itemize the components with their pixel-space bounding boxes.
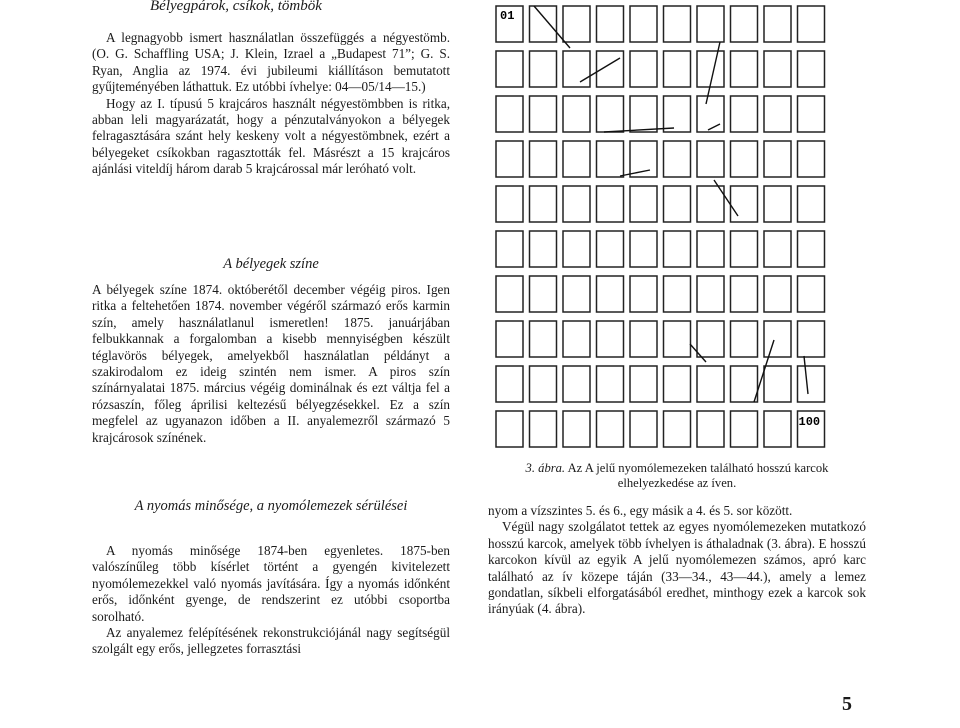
stamp-position <box>597 141 624 177</box>
stamp-position <box>697 186 724 222</box>
stamp-position <box>697 96 724 132</box>
stamp-position <box>798 321 825 357</box>
stamp-position <box>563 231 590 267</box>
stamp-position <box>563 186 590 222</box>
text-block-colour <box>92 282 450 446</box>
stamp-position <box>798 366 825 402</box>
stamp-position <box>664 411 691 447</box>
subheading-colour: A bélyegek színe <box>223 256 319 272</box>
stamp-position <box>630 96 657 132</box>
stamp-position <box>731 231 758 267</box>
scratch-mark <box>690 344 706 362</box>
sheet-diagram <box>492 0 832 458</box>
stamp-position <box>798 96 825 132</box>
stamp-position <box>697 231 724 267</box>
stamp-position <box>697 411 724 447</box>
stamp-position <box>697 141 724 177</box>
stamp-position <box>764 366 791 402</box>
position-label-first: 01 <box>500 9 515 23</box>
text-block-typeI <box>92 30 450 178</box>
stamp-position <box>731 96 758 132</box>
stamp-position <box>697 366 724 402</box>
stamp-position <box>630 231 657 267</box>
stamp-position <box>798 231 825 267</box>
text-block-right <box>488 503 866 618</box>
stamp-position <box>697 321 724 357</box>
stamp-position <box>496 231 523 267</box>
stamp-position <box>798 276 825 312</box>
stamp-position <box>563 366 590 402</box>
stamp-position <box>764 141 791 177</box>
stamp-position <box>798 186 825 222</box>
running-header: Bélyegpárok, csíkok, tömbök <box>150 0 322 14</box>
stamp-position <box>731 141 758 177</box>
paragraph-largest-block: A legnagyobb ismert használatlan összefüggés a négyestömb. (O. G. Schaffling USA; J. Klein, Izrael a „Budapest 71”; G. S. Ryan, Anglia az 1974. évi jubileumi kiállításon bemutatott gyűjteményében láthattuk. Ez utóbbi ívhelye: 04—05/14—15.) <box>92 30 450 95</box>
stamp-position <box>530 51 557 87</box>
stamp-position <box>496 186 523 222</box>
page-number: 5 <box>842 693 852 715</box>
stamp-position <box>597 186 624 222</box>
stamp-position <box>731 411 758 447</box>
stamp-position <box>530 6 557 42</box>
stamp-position <box>764 51 791 87</box>
stamp-position <box>530 141 557 177</box>
stamp-position <box>530 96 557 132</box>
stamp-position <box>764 186 791 222</box>
stamp-position <box>630 411 657 447</box>
stamp-position <box>664 276 691 312</box>
stamp-position <box>597 411 624 447</box>
stamp-position <box>697 6 724 42</box>
stamp-position <box>664 231 691 267</box>
stamp-position <box>630 321 657 357</box>
stamp-position <box>530 411 557 447</box>
stamp-position <box>664 186 691 222</box>
stamp-position <box>664 321 691 357</box>
stamp-position <box>664 6 691 42</box>
stamp-position <box>496 411 523 447</box>
paragraph-scratches: Végül nagy szolgálatot tettek az egyes nyomólemezeken mutatkozó hosszú karcok, amelyek több ívhelyen is áthaladnak (3. ábra). E hosszú karcokon kívül az egyik A jelű nyomólemezen számos, apró karc található az ív közepe táján (33—34., 43—44.), amely a lemez gondatlan, síkbeli elforgatásából eredhet, minthogy ezek a karcok sok irányúak (4. ábra). <box>488 519 866 617</box>
stamp-position <box>764 276 791 312</box>
stamp-position <box>597 366 624 402</box>
stamp-position <box>630 366 657 402</box>
paragraph-reconstruction: Az anyalemez felépítésének rekonstrukciójánál nagy segítségül szolgált egy erős, jellegzetes forrasztási <box>92 625 450 657</box>
text-block-printing <box>92 543 450 658</box>
stamp-position <box>764 231 791 267</box>
paragraph-printing-quality: A nyomás minősége 1874-ben egyenletes. 1875-ben valószínűleg több kísérlet történt a gyengén kivitelezett nyomólemezekkel való nyomás javítására. Így a nyomás időnként erős, időnként gyenge, de rendszerint ez utóbbi csoportba sorolható. <box>92 543 450 624</box>
paragraph-continuation: nyom a vízszintes 5. és 6., egy másik a 4. és 5. sor között. <box>488 503 793 518</box>
stamp-position <box>664 366 691 402</box>
stamp-position <box>630 51 657 87</box>
stamp-position <box>664 96 691 132</box>
stamp-position <box>563 6 590 42</box>
stamp-position <box>496 96 523 132</box>
stamp-position <box>563 141 590 177</box>
stamp-position <box>496 366 523 402</box>
stamp-position <box>630 6 657 42</box>
stamp-position <box>563 96 590 132</box>
stamp-position <box>731 276 758 312</box>
stamp-position <box>764 6 791 42</box>
stamp-position <box>496 276 523 312</box>
stamp-position <box>496 51 523 87</box>
stamp-position <box>496 141 523 177</box>
stamp-position <box>664 51 691 87</box>
paragraph-colour: A bélyegek színe 1874. októberétől december végéig piros. Igen ritka a feltehetően 1874. november végéről származó erős karmin szín, amely használatlanul ismeretlen! 1875. januárjában felbukkannak a forgalomban a kisebb mennyiségben készült téglavörös bélyegek, amelyekből használatlan példányt a szakirodalom ez ideig szintén nem ismer. A piros szín színárnyalatai 1875. március végéig dominálnak és ezt váltja fel a rózsaszín, főleg áprilisi keltezésű bélyegzésekkel. Ez a szín megfelel az ugyanazon időben a II. anyalemezről származó 5 krajcárosok színének. <box>92 282 450 445</box>
stamp-position <box>530 366 557 402</box>
stamp-position <box>530 321 557 357</box>
stamp-position <box>597 96 624 132</box>
paragraph-used-block: Hogy az I. típusú 5 krajcáros használt négyestömbben is ritka, abban leli magyarázatát, hogy a pénzutalványokon a bélyegek felragasztására szánt hely keskeny volt a négyestömbnek, ezért a bélyegeket csíkokban ragasztották fel. Másrészt a 15 krajcáros ajánlási viteldíj három darab 5 krajcárossal már leróható volt. <box>92 95 450 177</box>
stamp-position <box>731 6 758 42</box>
stamp-position <box>798 51 825 87</box>
stamp-position <box>630 276 657 312</box>
stamp-position <box>697 276 724 312</box>
subheading-printing-quality: A nyomás minősége, a nyomólemezek sérülései <box>134 498 408 514</box>
stamp-position <box>731 51 758 87</box>
stamp-position <box>764 321 791 357</box>
figure-caption <box>488 461 866 490</box>
stamp-position <box>530 276 557 312</box>
stamp-position <box>496 321 523 357</box>
figure-sheet-grid <box>492 0 832 463</box>
stamp-position <box>597 276 624 312</box>
scratch-mark <box>620 170 650 176</box>
stamp-position <box>731 321 758 357</box>
stamp-position <box>630 186 657 222</box>
stamp-position <box>764 411 791 447</box>
stamp-position <box>798 141 825 177</box>
stamp-position <box>764 96 791 132</box>
scratch-mark <box>580 58 620 82</box>
scratch-mark <box>804 356 808 394</box>
stamp-position <box>597 231 624 267</box>
stamp-position <box>530 186 557 222</box>
stamp-position <box>563 411 590 447</box>
stamp-position <box>597 321 624 357</box>
caption-number: 3. ábra. <box>525 461 566 475</box>
scratch-mark <box>708 124 720 130</box>
stamp-position <box>731 186 758 222</box>
stamp-position <box>597 6 624 42</box>
caption-text: Az A jelű nyomólemezeken található hosszú karcok elhelyezkedése az íven. <box>567 461 829 490</box>
stamp-position <box>563 51 590 87</box>
stamp-position <box>563 276 590 312</box>
stamp-position <box>731 366 758 402</box>
stamp-position <box>563 321 590 357</box>
stamp-position <box>798 6 825 42</box>
position-label-last: 100 <box>798 415 821 429</box>
stamp-position <box>530 231 557 267</box>
stamp-position <box>664 141 691 177</box>
